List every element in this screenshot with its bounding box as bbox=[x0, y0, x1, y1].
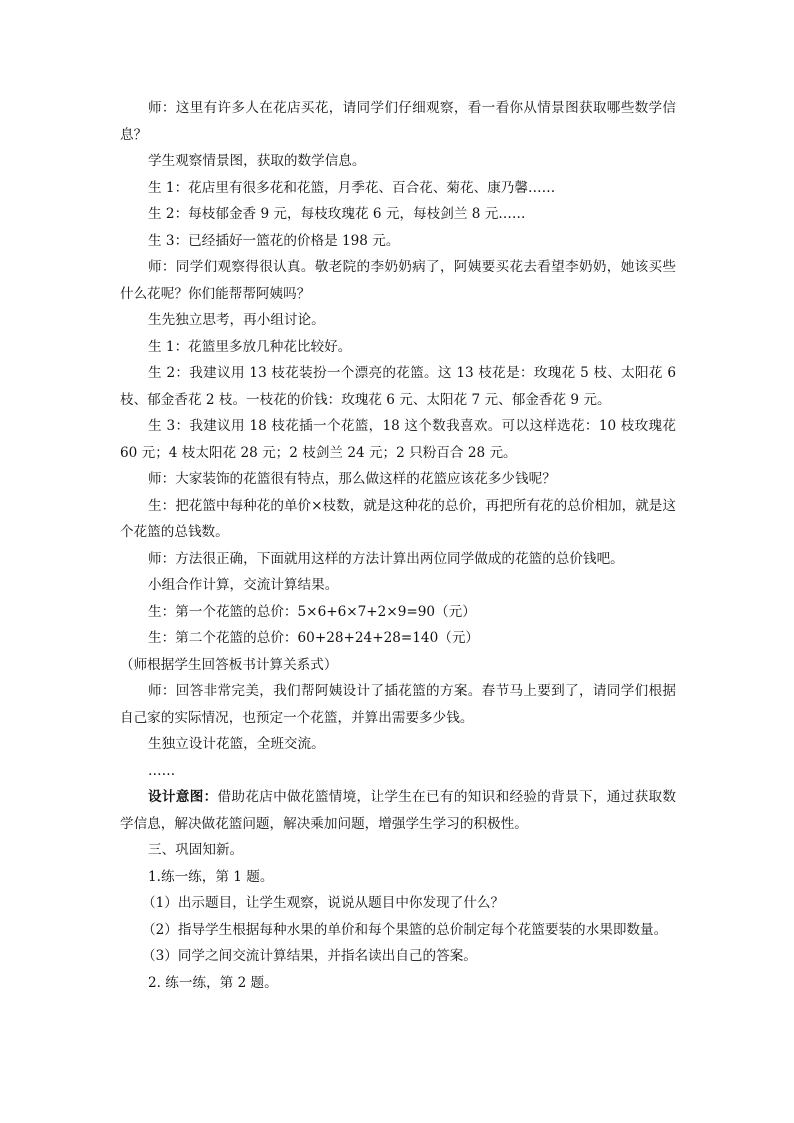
document-body bbox=[120, 95, 676, 996]
design-intent-label: 设计意图： bbox=[148, 789, 218, 805]
paragraph-student-1-info: 生 1：花店里有很多花和花篮，月季花、百合花、菊花、康乃馨…… bbox=[148, 179, 556, 196]
paragraph-student-observe: 学生观察情景图，获取的数学信息。 bbox=[148, 153, 366, 169]
section-heading: 三、巩固知新。 bbox=[148, 842, 244, 858]
paragraph-student-1-suggest: 生 1：花篮里多放几种花比较好。 bbox=[148, 338, 352, 355]
design-intent-text: 借助花店中做花篮情境，让学生在已有的知识和经验的背景下，通过获取数学信息，解决做花篮问题，解决乘加问题，增强学生学习的积极性。 bbox=[120, 789, 676, 832]
design-intent bbox=[120, 784, 676, 837]
exercise-1-step-2: （2）指导学生根据每种水果的单价和每个果篮的总价制定每个花篮要装的水果即数量。 bbox=[142, 921, 668, 938]
paragraph-student-method: 生：把花篮中每种花的单价×枝数，就是这种花的总价，再把所有花的总价相加，就是这个花篮的总钱数。 bbox=[120, 497, 676, 540]
paragraph-teacher-cost-question: 师：大家装饰的花篮很有特点，那么做这样的花篮应该花多少钱呢？ bbox=[148, 471, 556, 487]
paragraph-student-3-info: 生 3：已经插好一篮花的价格是 198 元。 bbox=[148, 232, 400, 249]
paragraph-group-calc: 小组合作计算，交流计算结果。 bbox=[148, 577, 339, 593]
paragraph-board-note: （师根据学生回答板书计算关系式） bbox=[120, 656, 338, 673]
paragraph-group-discuss: 生先独立思考，再小组讨论。 bbox=[148, 312, 325, 328]
paragraph-first-basket-total: 生：第一个花篮的总价：5×6+6×7+2×9=90（元） bbox=[148, 603, 476, 620]
paragraph-student-3-suggest: 生 3：我建议用 18 枝花插一个花篮，18 这个数我喜欢。可以这样选花：10 枝玫瑰花 60 元；4 枝太阳花 28 元；2 枝剑兰 24 元；2 只粉百合 28 元。 bbox=[120, 418, 676, 461]
exercise-1-step-3: （3）同学之间交流计算结果，并指名读出自己的答案。 bbox=[142, 948, 477, 964]
exercise-2-title: 2. 练一练，第 2 题。 bbox=[148, 974, 278, 991]
exercise-1-title: 1.练一练，第 1 题。 bbox=[148, 868, 274, 885]
paragraph-teacher-question: 师：这里有许多人在花店买花，请同学们仔细观察，看一看你从情景图获取哪些数学信息？ bbox=[120, 100, 676, 143]
paragraph-student-design: 生独立设计花篮，全班交流。 bbox=[148, 736, 325, 752]
exercise-1-step-1: （1）出示题目，让学生观察，说说从题目中你发现了什么？ bbox=[142, 895, 505, 911]
paragraph-ellipsis: …… bbox=[148, 762, 176, 779]
paragraph-teacher-method-ok: 师：方法很正确，下面就用这样的方法计算出两位同学做成的花篮的总价钱吧。 bbox=[148, 550, 624, 567]
paragraph-second-basket-total: 生：第二个花篮的总价：60+28+24+28=140（元） bbox=[148, 630, 480, 646]
paragraph-teacher-spring-festival: 师：回答非常完美，我们帮阿姨设计了插花篮的方案。春节马上要到了，请同学们根据自己家的实际情况，也预定一个花篮，并算出需要多少钱。 bbox=[120, 683, 676, 726]
paragraph-student-2-suggest: 生 2：我建议用 13 枝花装扮一个漂亮的花篮。这 13 枝花是：玫瑰花 5 枝、太阳花 6 枝、郁金香花 2 枝。一枝花的价钱：玫瑰花 6 元、太阳花 7 元、郁金香花 9 元。 bbox=[120, 365, 676, 408]
paragraph-student-2-info: 生 2：每枝郁金香 9 元，每枝玫瑰花 6 元，每枝剑兰 8 元…… bbox=[148, 206, 526, 222]
paragraph-teacher-praise: 师：同学们观察得很认真。敬老院的李奶奶病了，阿姨要买花去看望李奶奶，她该买些什么花呢？你们能帮帮阿姨吗？ bbox=[120, 259, 676, 302]
